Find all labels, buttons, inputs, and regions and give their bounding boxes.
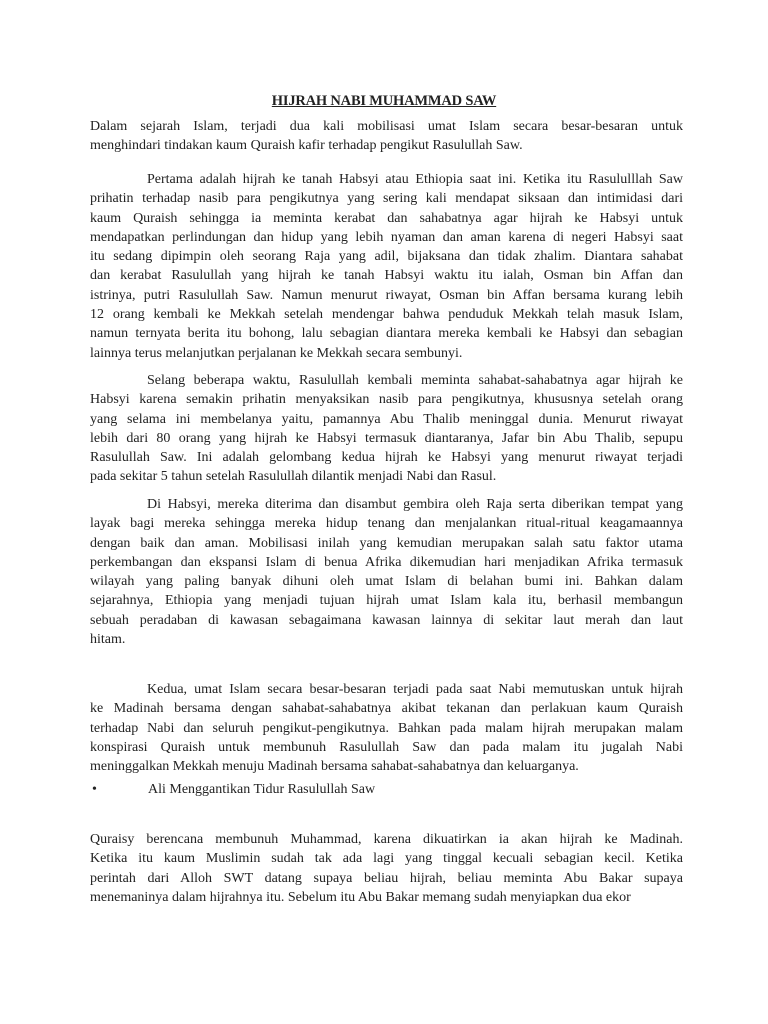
text-line: konspirasi Quraish untuk membunuh Rasulullah Saw dan pada malam itu jugalah Nabi <box>90 739 683 755</box>
text-line: Selang beberapa waktu, Rasulullah kembali meminta sahabat-sahabatnya agar hijrah ke <box>147 373 683 388</box>
text-line: pada sekitar 5 tahun setelah Rasulullah dilantik menjadi Nabi dan Rasul. <box>90 469 497 485</box>
text-line: hitam. <box>90 632 126 648</box>
paragraph-habsyi <box>90 495 683 649</box>
text-line: Rasulullah Saw. Ini adalah gelombang kedua hijrah ke Habsyi yang menurut riwayat terjadi <box>90 450 683 466</box>
text-line: Ketika itu kaum Muslimin sudah tak ada lagi yang tinggal kecuali sebagian kecil. Ketika <box>90 851 683 867</box>
text-line: Di Habsyi, mereka diterima dan disambut gembira oleh Raja serta diberikan tempat yang <box>147 497 683 512</box>
paragraph-quraisy <box>90 830 683 907</box>
text-line: Pertama adalah hijrah ke tanah Habsyi atau Ethiopia saat ini. Ketika itu Rasululllah Saw <box>147 172 683 187</box>
text-line: layak bagi mereka sehingga mereka hidup tenang dan menjalankan ritual-ritual keagamaannya <box>90 516 683 532</box>
text-line: Dalam sejarah Islam, terjadi dua kali mobilisasi umat Islam secara besar-besaran untuk <box>90 119 683 134</box>
text-line: ke Madinah bersama dengan sahabat-sahabatnya akibat tekanan dan perlakuan kaum Quraish <box>90 701 683 717</box>
text-line: perintah dari Alloh SWT datang supaya beliau hijrah, beliau meminta Abu Bakar supaya <box>90 870 683 886</box>
text-line: lainnya terus melanjutkan perjalanan ke Mekkah secara sembunyi. <box>90 345 463 361</box>
text-line: kaum Quraish sehingga ia meminta kerabat dan sahabatnya agar hijrah ke Habsyi untuk <box>90 210 683 226</box>
text-line: namun ternyata berita itu bohong, lalu sebagian diantara mereka kembali ke Habsyi dan sebagian <box>90 326 683 342</box>
paragraph-madinah <box>90 680 683 776</box>
text-line: terhadap Nabi dan seluruh pengikut-pengikutnya. Bahkan pada malam hijrah merupakan malam <box>90 720 683 736</box>
paragraph-first-hijrah <box>90 170 683 363</box>
bullet-symbol: • <box>92 782 97 797</box>
text-line: menghindari tindakan kaum Quraish kafir terhadap pengikut Rasulullah Saw. <box>90 138 523 154</box>
bullet-text: Ali Menggantikan Tidur Rasulullah Saw <box>148 782 376 797</box>
text-line: dengan baik dan aman. Mobilisasi inilah yang kemudian merupakan salah satu faktor utama <box>90 535 683 551</box>
text-line: menemaninya dalam hijrahnya itu. Sebelum itu Abu Bakar memang sudah menyiapkan dua ekor <box>90 889 631 905</box>
text-line: sejarahnya, Ethiopia yang menjadi tujuan hijrah umat Islam kala itu, berhasil membangun <box>90 593 683 609</box>
bullet-item <box>90 780 375 799</box>
text-line: dan kerabat Rasulullah yang hijrah ke tanah Habsyi waktu itu ialah, Osman bin Affan dan <box>90 268 683 284</box>
text-line: meninggalkan Mekkah menuju Madinah bersama sahabat-sahabatnya dan keluarganya. <box>90 759 579 775</box>
text-line: Habsyi karena semakin prihatin menyaksikan nasib para pengikutnya, khususnya setelah orang <box>90 392 683 408</box>
text-line: Kedua, umat Islam secara besar-besaran terjadi pada saat Nabi memutuskan untuk hijrah <box>147 682 683 697</box>
text-line: prihatin terhadap nasib para pengikutnya yang sering kali mendapat siksaan dan intimidasi dari <box>90 191 683 207</box>
text-line: Quraisy berencana membunuh Muhammad, karena dikuatirkan ia akan hijrah ke Madinah. <box>90 832 683 847</box>
text-line: lebih dari 80 orang yang hijrah ke Habsyi termasuk diantaranya, Jafar bin Abu Thalib, sepupu <box>90 430 683 446</box>
text-line: itu sedang dipimpin oleh seorang Raja yang adil, bijaksana dan tidak zhalim. Diantara sahabat <box>90 249 683 265</box>
paragraph-second-wave <box>90 371 683 487</box>
text-line: wilayah yang paling banyak dihuni oleh umat Islam di belahan bumi ini. Bahkan dalam <box>90 574 683 590</box>
text-line: sebuah peradaban di kawasan sebagaimana kawasan lainnya di sekitar laut merah dan laut <box>90 612 683 628</box>
text-line: 12 orang kembali ke Mekkah setelah mendengar bahwa penduduk Mekkah telah masuk Islam, <box>90 307 683 323</box>
document-title: HIJRAH NABI MUHAMMAD SAW <box>271 93 497 109</box>
paragraph-intro <box>90 117 683 156</box>
text-line: perkembangan dan ekspansi Islam di benua Afrika dikemudian hari menjadikan Afrika termasuk <box>90 554 683 570</box>
text-line: yang selama ini membelanya yaitu, pamannya Abu Thalib meninggal dunia. Menurut riwayat <box>90 411 683 427</box>
text-line: istrinya, putri Rasulullah Saw. Namun menurut riwayat, Osman bin Affan bersama kurang lebih <box>90 287 683 303</box>
text-line: mendapatkan perlindungan dan hidup yang lebih nyaman dan aman karena di negeri Habsyi saat <box>90 229 683 245</box>
